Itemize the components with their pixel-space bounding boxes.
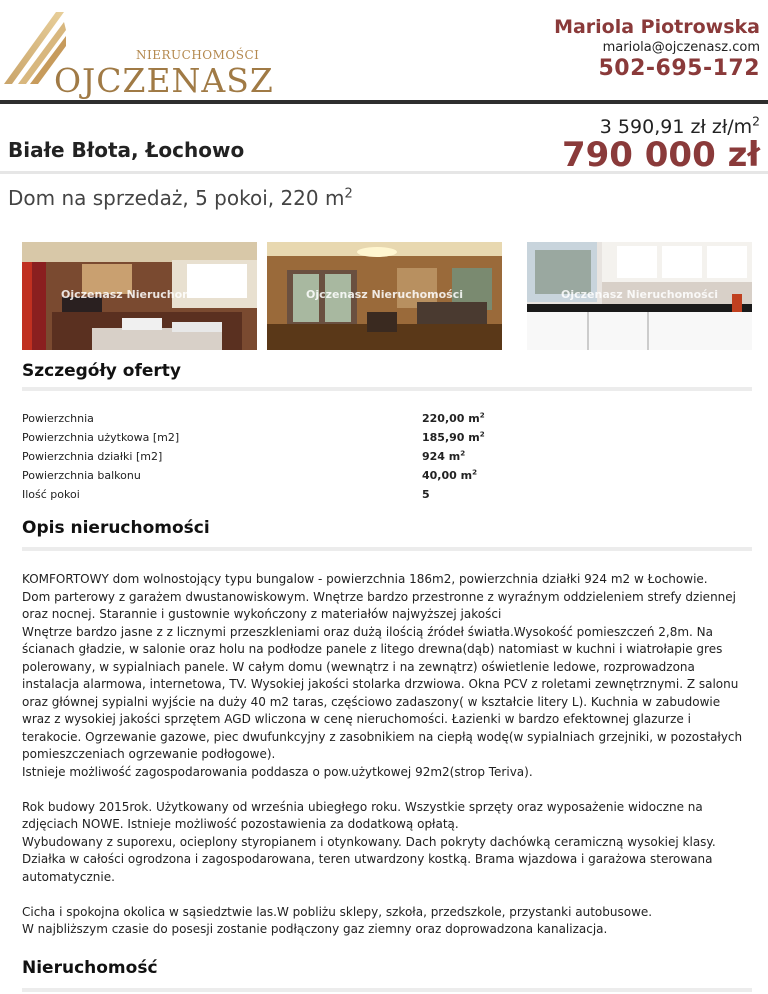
details-table bbox=[22, 412, 752, 507]
photo-watermark: Ojczenasz Nieruchomości bbox=[306, 288, 463, 301]
detail-value: 220,00 $m^2$ bbox=[422, 410, 485, 425]
description-paragraph: KOMFORTOWY dom wolnostojący typu bungalow - powierzchnia 186m2, powierzchnia działki 924 m2 w Łochowie. bbox=[22, 572, 708, 586]
price-total: 790 000 zł bbox=[561, 135, 760, 175]
detail-value: 924 $m^2$ bbox=[422, 448, 466, 463]
photo-watermark: Ojczenasz Nieruchomości bbox=[61, 288, 218, 301]
dining-room-photo[interactable] bbox=[267, 242, 502, 350]
table-row bbox=[22, 412, 752, 431]
description-paragraph: Wnętrze bardzo jasne z z licznymi przeszkleniami oraz dużą ilością źródeł światła.Wysokość pomieszczeń 2,8m. Na ścianach gładzie, w salonie oraz holu na podłodze panele z litego drewna(dąb) natomiast w kuchni i wiatrołapie gres polerowany, w sypialniach panele. W całym domu (wewnątrz i na zewnątrz) oświetlenie ledowe, rozprowadzona instalacja alarmowa, internetowa, TV. Wysokiej jakości stolarka drzwiowa. Okna PCV z roletami zewnętrznymi. Z salonu oraz głównej sypialni wyjście na duży 40 m2 taras, częściowo zadaszony( w kształcie litery L). Kuchnia w zabudowie wraz z wysokiej jakości sprzętem AGD wliczona w cenę nieruchomości. Łazienki w bardzo efektownej glazurze i terakocie. Ogrzewanie gazowe, piec dwufunkcyjny z zasobnikiem na ciepłą wodę(w sypialniach grzejniki, w pozostałych pomieszczeniach ogrzewanie podłogowe). bbox=[22, 624, 743, 761]
description-paragraph: Istnieje możliwość zagospodarowania poddasza o pow.użytkowej 92m2(strop Teriva). bbox=[22, 764, 533, 779]
price-row bbox=[0, 114, 768, 174]
photo-watermark: Ojczenasz Nieruchomości bbox=[561, 288, 718, 301]
photo-gallery bbox=[22, 242, 752, 350]
detail-label: Powierzchnia bbox=[22, 412, 94, 425]
listing-subtitle: Dom na sprzedaż, 5 pokoi, 220 $m^2$ bbox=[8, 186, 353, 210]
detail-label: Ilość pokoi bbox=[22, 488, 80, 501]
company-logo[interactable] bbox=[4, 12, 274, 100]
description-paragraph: Cicha i spokojna okolica w sąsiedztwie las.W pobliżu sklepy, szkoła, przedszkole, przystanki autobusowe. bbox=[22, 904, 653, 919]
page-header bbox=[0, 0, 768, 104]
table-row bbox=[22, 488, 752, 507]
detail-value: 185,90 $m^2$ bbox=[422, 429, 485, 444]
description-paragraph: Rok budowy 2015rok. Użytkowany od września ubiegłego roku. Wszystkie sprzęty oraz wyposażenie widoczne na zdjęciach NOWE. Istnieje możliwość pozostawienia za dodatkową opłatą. bbox=[22, 799, 703, 831]
detail-label: Powierzchnia działki [m2] bbox=[22, 450, 163, 463]
detail-label: Powierzchnia balkonu bbox=[22, 469, 141, 482]
paragraph-gap bbox=[22, 886, 752, 904]
listing-location: Białe Błota, Łochowo bbox=[8, 138, 245, 162]
section-divider bbox=[22, 387, 752, 391]
living-room-photo[interactable] bbox=[22, 242, 257, 350]
description-paragraph: Dom parterowy z garażem dwustanowiskowym. Wnętrze bardzo przestronne z wyraźnym oddzieleniem strefy dziennej oraz nocnej. Starannie i gustownie wykończony z materiałów najwyższej jakości bbox=[22, 589, 736, 621]
description-heading: Opis nieruchomości bbox=[22, 518, 210, 538]
agent-email-link[interactable]: mariola@ojczenasz.com bbox=[602, 40, 760, 55]
paragraph-gap bbox=[22, 781, 752, 799]
agent-phone-link[interactable]: 502-695-172 bbox=[598, 56, 760, 81]
table-row bbox=[22, 431, 752, 450]
section-divider bbox=[22, 988, 752, 992]
kitchen-photo[interactable] bbox=[527, 242, 752, 350]
detail-label: Powierzchnia użytkowa [m2] bbox=[22, 431, 180, 444]
table-row bbox=[22, 469, 752, 488]
property-heading: Nieruchomość bbox=[22, 958, 158, 978]
details-heading: Szczegóły oferty bbox=[22, 361, 181, 381]
description-text bbox=[22, 571, 752, 939]
logo-subtitle: NIERUCHOMOŚCI bbox=[136, 48, 260, 62]
agent-contact bbox=[554, 16, 760, 81]
agent-name: Mariola Piotrowska bbox=[554, 16, 760, 38]
price-per-m2: 3 590,91 zł $zł/m^2$ bbox=[599, 114, 760, 138]
description-paragraph: W najbliższym czasie do posesji zostanie podłączony gaz ziemny oraz doprowadzona kanalizacja. bbox=[22, 922, 608, 936]
description-paragraph: Wybudowany z suporexu, ocieplony styropianem i otynkowany. Dach pokryty dachówką ceramiczną wysokiej klasy. Działka w całości ogrodzona i zagospodarowana, teren utwardzony kostką. Brama wjazdowa i garażowa sterowana automatycznie. bbox=[22, 834, 716, 884]
price-block bbox=[561, 114, 760, 175]
table-row bbox=[22, 450, 752, 469]
logo-name: OJCZENASZ bbox=[54, 61, 274, 100]
detail-value: 40,00 $m^2$ bbox=[422, 467, 478, 482]
section-divider bbox=[22, 547, 752, 551]
detail-value: 5 bbox=[422, 488, 430, 501]
